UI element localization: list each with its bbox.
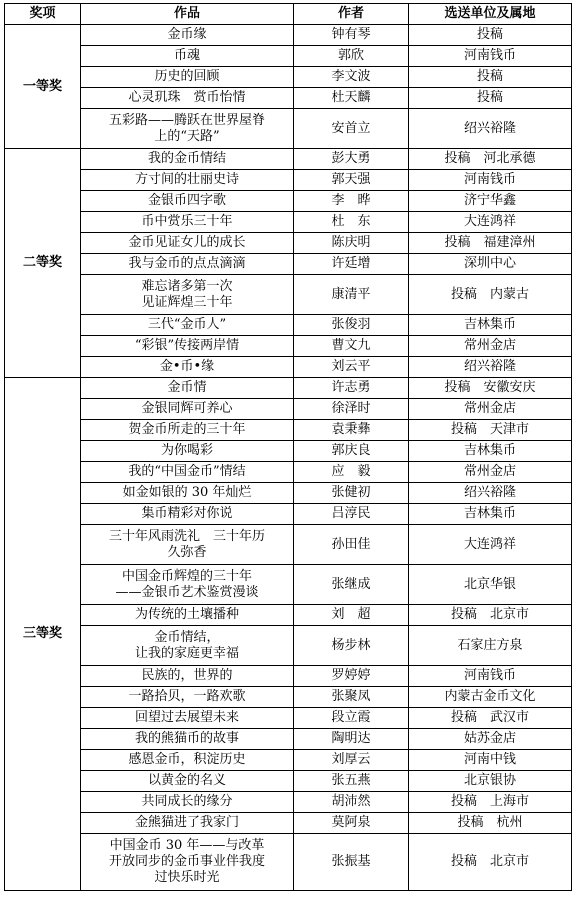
author-cell-text: 刘 超 [331,607,371,622]
work-cell-text: 心灵玑珠 赏币怡情 [128,90,246,105]
work-cell [81,212,294,233]
author-cell-text: 李文波 [331,69,371,84]
author-cell [294,25,409,46]
author-cell-text: 杜天麟 [331,90,371,105]
author-cell-text: 杜 东 [331,214,371,229]
author-cell-text: 曹文九 [331,338,371,353]
work-cell [81,336,294,357]
unit-cell-text: 大连鸿祥 [463,214,516,229]
work-cell-text: 如金如银的 30 年灿烂 [122,485,252,500]
unit-cell-text: 投稿 北京市 [450,607,529,622]
unit-cell-text: 北京银协 [463,773,516,788]
author-cell-text: 段立霞 [331,710,371,725]
work-cell [81,666,294,687]
unit-cell-text: 北京华银 [463,576,516,592]
unit-cell [409,109,572,149]
work-cell [81,378,294,399]
table-row [5,170,572,191]
work-cell [81,420,294,441]
work-cell-text: 难忘诸多第一次 见证辉煌三十年 [141,278,233,310]
author-cell-text: 胡沛然 [331,794,371,809]
work-cell [81,834,294,891]
unit-cell [409,88,572,109]
author-cell [294,88,409,109]
unit-cell [409,25,572,46]
work-cell [81,771,294,792]
table-row [5,605,572,626]
author-cell-text: 袁秉彝 [331,422,371,437]
unit-cell [409,212,572,233]
unit-cell [409,441,572,462]
author-cell [294,357,409,378]
author-cell [294,750,409,771]
award-level-cell: 一等奖 [5,25,81,149]
unit-cell-text: 投稿 北京市 [450,854,529,869]
author-cell [294,605,409,626]
unit-cell-text: 绍兴裕隆 [463,485,516,500]
unit-cell-text: 绍兴裕隆 [463,359,516,374]
work-cell-text: 感恩金币，积淀历史 [128,752,246,767]
unit-cell-text: 投稿 上海市 [450,794,529,809]
unit-cell [409,792,572,813]
author-cell-text: 徐泽时 [331,401,371,416]
unit-cell-text: 常州金店 [463,464,516,479]
work-cell [81,687,294,708]
unit-cell-text: 绍兴裕隆 [463,120,516,136]
work-cell [81,750,294,771]
unit-cell [409,149,572,170]
table-row [5,666,572,687]
unit-cell-text: 常州金店 [463,401,516,416]
unit-cell-text: 吉林集币 [463,443,516,458]
unit-cell [409,565,572,605]
table-row [5,687,572,708]
author-cell [294,315,409,336]
author-cell [294,462,409,483]
work-cell-text: 历史的回顾 [154,69,220,84]
unit-cell-text: 投稿 安徽安庆 [444,380,536,395]
unit-cell-text: 投稿 [476,69,503,84]
work-cell-text: 以黄金的名义 [147,773,226,788]
work-cell-text: 三代“金币人” [147,317,227,332]
author-cell [294,420,409,441]
unit-cell [409,483,572,504]
author-cell-text: 罗婷婷 [331,668,371,683]
work-cell [81,626,294,666]
author-cell [294,254,409,275]
author-cell-text: 张振基 [331,854,371,869]
table-row [5,25,572,46]
work-cell-text: 币魂 [173,48,200,63]
unit-cell-text: 石家庄方泉 [457,637,523,653]
author-cell [294,336,409,357]
table-body [5,25,572,891]
unit-cell [409,357,572,378]
author-cell-text: 吕淳民 [331,506,371,521]
work-cell-text: 金熊猫进了我家门 [134,815,239,830]
work-cell-text: 三十年风雨洗礼 三十年历 久弥香 [108,528,265,560]
table-row [5,750,572,771]
author-cell-text: 孙田佳 [331,536,371,552]
unit-cell [409,504,572,525]
unit-cell [409,336,572,357]
work-cell [81,525,294,565]
work-cell-text: 金币情结， 让我的家庭更幸福 [134,629,239,661]
work-cell [81,605,294,626]
author-cell-text: 刘云平 [331,359,371,374]
author-cell [294,813,409,834]
table-row [5,462,572,483]
author-cell [294,525,409,565]
table-row [5,525,572,565]
unit-cell [409,399,572,420]
work-cell-text: 五彩路——腾跃在世界屋脊 上的“天路” [108,112,265,144]
unit-cell [409,729,572,750]
award-level-cell: 二等奖 [5,149,81,378]
work-cell [81,46,294,67]
work-cell [81,275,294,315]
author-cell-text: 安首立 [331,120,371,136]
header-award: 奖项 [5,4,81,25]
work-cell [81,67,294,88]
author-cell [294,212,409,233]
unit-cell [409,275,572,315]
unit-cell-text: 姑苏金店 [463,731,516,746]
author-cell [294,504,409,525]
work-cell-text: 共同成长的缘分 [141,794,233,809]
table-row [5,336,572,357]
work-cell [81,462,294,483]
work-cell-text: 方寸间的壮丽史诗 [134,172,239,187]
author-cell [294,708,409,729]
table-row [5,67,572,88]
author-cell [294,149,409,170]
author-cell-text: 应 毅 [331,464,371,479]
work-cell-text: 金银同辉可养心 [141,401,233,416]
work-cell-text: 币中赏乐三十年 [141,214,233,229]
unit-cell-text: 吉林集币 [463,506,516,521]
author-cell-text: 许廷增 [331,256,371,271]
work-cell [81,708,294,729]
author-cell-text: 莫阿泉 [331,815,371,830]
unit-cell [409,191,572,212]
unit-cell [409,46,572,67]
unit-cell-text: 济宁华鑫 [463,193,516,208]
author-cell-text: 张继成 [331,576,371,592]
unit-cell-text: 河南钱币 [463,172,516,187]
author-cell-text: 陶明达 [331,731,371,746]
author-cell-text: 彭大勇 [331,151,371,166]
table-row [5,233,572,254]
unit-cell-text: 河南中钱 [463,752,516,767]
work-cell [81,233,294,254]
unit-cell [409,462,572,483]
author-cell-text: 郭天强 [331,172,371,187]
author-cell-text: 张俊羽 [331,317,371,332]
unit-cell-text: 投稿 内蒙古 [450,286,529,302]
unit-cell-text: 大连鸿祥 [463,536,516,552]
author-cell [294,233,409,254]
table-row [5,441,572,462]
unit-cell-text: 投稿 [476,90,503,105]
author-cell-text: 陈庆明 [331,235,371,250]
author-cell [294,378,409,399]
table-row [5,315,572,336]
author-cell-text: 李 晔 [331,193,371,208]
header-unit: 选送单位及属地 [409,4,572,25]
work-cell-text: 回望过去展望未来 [134,710,239,725]
work-cell-text: 中国金币辉煌的三十年 ——金银币艺术鉴赏漫谈 [115,568,259,600]
unit-cell-text: 投稿 [476,27,503,42]
table-row [5,729,572,750]
table-row [5,149,572,170]
work-cell [81,399,294,420]
unit-cell-text: 投稿 福建漳州 [444,235,536,250]
author-cell [294,441,409,462]
work-cell [81,109,294,149]
table-row [5,46,572,67]
unit-cell [409,315,572,336]
unit-cell [409,170,572,191]
author-cell-text: 张聚凤 [331,689,371,704]
unit-cell [409,813,572,834]
work-cell [81,25,294,46]
work-cell-text: 民族的，世界的 [141,668,233,683]
unit-cell [409,525,572,565]
work-cell-text: 金银币四字歌 [147,193,226,208]
table-row [5,834,572,891]
unit-cell [409,771,572,792]
work-cell [81,792,294,813]
unit-cell [409,233,572,254]
author-cell [294,792,409,813]
work-cell [81,315,294,336]
table-row [5,504,572,525]
work-cell [81,149,294,170]
author-cell [294,771,409,792]
work-cell-text: 一路拾贝，一路欢歌 [128,689,246,704]
table-row [5,88,572,109]
award-level-cell: 三等奖 [5,378,81,891]
author-cell [294,729,409,750]
work-cell-text: 我的“中国金币”情结 [128,464,246,479]
unit-cell [409,666,572,687]
author-cell-text: 郭欣 [337,48,364,63]
table-row [5,109,572,149]
author-cell [294,483,409,504]
table-row [5,708,572,729]
author-cell [294,46,409,67]
author-cell [294,626,409,666]
work-cell [81,357,294,378]
awards-table [4,3,572,891]
table-row [5,254,572,275]
unit-cell [409,254,572,275]
author-cell-text: 康清平 [331,286,371,302]
table-row [5,771,572,792]
unit-cell-text: 投稿 武汉市 [450,710,529,725]
author-cell-text: 钟有琴 [331,27,371,42]
unit-cell [409,834,572,891]
header-work: 作品 [81,4,294,25]
table-row [5,378,572,399]
work-cell [81,565,294,605]
author-cell [294,565,409,605]
table-header-row [5,4,572,25]
work-cell-text: “彩银”传接两岸情 [134,338,240,353]
author-cell [294,834,409,891]
work-cell [81,170,294,191]
work-cell [81,813,294,834]
unit-cell [409,378,572,399]
author-cell [294,275,409,315]
table-row [5,626,572,666]
work-cell-text: 贺金币所走的三十年 [128,422,246,437]
work-cell-text: 中国金币 30 年——与改革 开放同步的金币事业伴我度 过快乐时光 [108,838,265,885]
author-cell-text: 刘厚云 [331,752,371,767]
work-cell-text: 金币缘 [167,27,207,42]
author-cell-text: 郭庆良 [331,443,371,458]
work-cell-text: 我的熊猫币的故事 [134,731,239,746]
unit-cell [409,626,572,666]
author-cell-text: 杨步林 [331,637,371,653]
work-cell-text: 金币情 [167,380,207,395]
work-cell-text: 为传统的土壤播种 [134,607,239,622]
author-cell-text: 张健初 [331,485,371,500]
table-row [5,399,572,420]
unit-cell [409,67,572,88]
unit-cell [409,708,572,729]
table-row [5,191,572,212]
unit-cell-text: 投稿 杭州 [457,815,523,830]
author-cell [294,191,409,212]
work-cell [81,729,294,750]
work-cell [81,483,294,504]
work-cell [81,191,294,212]
author-cell-text: 张五燕 [331,773,371,788]
author-cell-text: 许志勇 [331,380,371,395]
unit-cell [409,605,572,626]
header-author: 作者 [294,4,409,25]
unit-cell [409,750,572,771]
table-row [5,275,572,315]
work-cell [81,88,294,109]
work-cell [81,504,294,525]
work-cell-text: 我与金币的点点滴滴 [128,256,246,271]
unit-cell-text: 内蒙古金币文化 [444,689,536,704]
work-cell-text: 集币精彩对你说 [141,506,233,521]
author-cell [294,399,409,420]
unit-cell-text: 河南钱币 [463,48,516,63]
table-row [5,483,572,504]
author-cell [294,67,409,88]
unit-cell-text: 深圳中心 [463,256,516,271]
unit-cell [409,687,572,708]
table-row [5,357,572,378]
table-row [5,212,572,233]
table-row [5,792,572,813]
author-cell [294,666,409,687]
table-row [5,813,572,834]
author-cell [294,687,409,708]
author-cell [294,170,409,191]
author-cell [294,109,409,149]
unit-cell [409,420,572,441]
unit-cell-text: 河南钱币 [463,668,516,683]
work-cell [81,254,294,275]
unit-cell-text: 投稿 天津市 [450,422,529,437]
work-cell-text: 为你喝彩 [160,443,213,458]
table-row [5,565,572,605]
work-cell-text: 金币见证女儿的成长 [128,235,246,250]
unit-cell-text: 常州金店 [463,338,516,353]
table-row [5,420,572,441]
work-cell [81,441,294,462]
work-cell-text: 金•币•缘 [159,359,215,374]
unit-cell-text: 吉林集币 [463,317,516,332]
unit-cell-text: 投稿 河北承德 [444,151,536,166]
work-cell-text: 我的金币情结 [147,151,226,166]
